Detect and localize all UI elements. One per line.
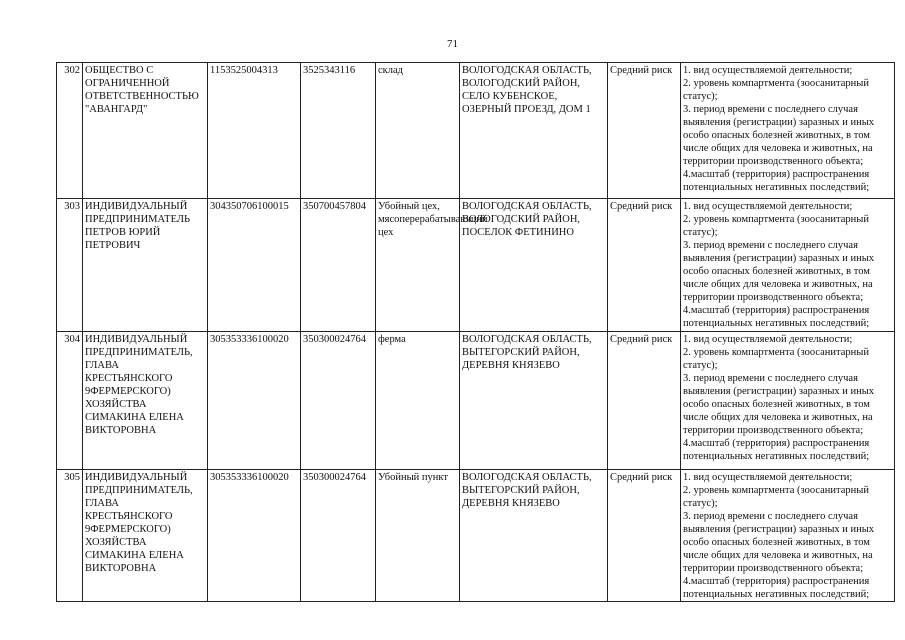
risk-criteria bbox=[681, 63, 895, 199]
inn: 350300024764 bbox=[301, 332, 376, 470]
address: ВОЛОГОДСКАЯ ОБЛАСТЬ, ВОЛОГОДСКИЙ РАЙОН, СЕЛО КУБЕНСКОЕ, ОЗЕРНЫЙ ПРОЕЗД, ДОМ 1 bbox=[460, 63, 608, 199]
risk-category: Средний риск bbox=[608, 470, 681, 602]
organization-name: ОБЩЕСТВО С ОГРАНИЧЕННОЙ ОТВЕТСТВЕННОСТЬЮ "АВАНГАРД" bbox=[83, 63, 208, 199]
table-row bbox=[57, 199, 895, 332]
organization-name: ИНДИВИДУАЛЬНЫЙ ПРЕДПРИНИМАТЕЛЬ, ГЛАВА КРЕСТЬЯНСКОГО 9ФЕРМЕРСКОГО) ХОЗЯЙСТВА СИМАКИНА ЕЛЕНА ВИКТОРОВНА bbox=[83, 332, 208, 470]
inn: 3525343116 bbox=[301, 63, 376, 199]
ogrn: 305353336100020 bbox=[208, 332, 301, 470]
object-type: ферма bbox=[376, 332, 460, 470]
criterion: 1. вид осуществляемой деятельности; bbox=[683, 65, 853, 76]
row-number: 303 bbox=[57, 199, 83, 332]
organization-name: ИНДИВИДУАЛЬНЫЙ ПРЕДПРИНИМАТЕЛЬ ПЕТРОВ ЮРИЙ ПЕТРОВИЧ bbox=[83, 199, 208, 332]
address: ВОЛОГОДСКАЯ ОБЛАСТЬ, ВОЛОГОДСКИЙ РАЙОН, ПОСЕЛОК ФЕТИНИНО bbox=[460, 199, 608, 332]
criterion: 2. уровень компартмента (зоосанитарный статус); bbox=[683, 78, 869, 102]
criterion: 3. период времени с последнего случая выявления (регистрации) заразных и иных особо опасных болезней животных, в том числе общих для человека и животных, на территории производственного объекта; bbox=[683, 104, 875, 167]
table-row bbox=[57, 63, 895, 199]
page-number: 71 bbox=[447, 38, 458, 50]
criterion: 2. уровень компартмента (зоосанитарный статус); bbox=[683, 347, 869, 371]
object-type: Убойный цех, мясоперерабатывающий цех bbox=[376, 199, 460, 332]
criterion: 2. уровень компартмента (зоосанитарный статус); bbox=[683, 214, 869, 238]
object-type: Убойный пункт bbox=[376, 470, 460, 602]
risk-category: Средний риск bbox=[608, 332, 681, 470]
ogrn: 305353336100020 bbox=[208, 470, 301, 602]
table-row bbox=[57, 332, 895, 470]
risk-criteria bbox=[681, 332, 895, 470]
criterion: 4.масштаб (территория) распространения потенциальных негативных последствий; bbox=[683, 169, 870, 193]
risk-criteria bbox=[681, 470, 895, 602]
registry-table bbox=[56, 62, 895, 602]
table-row bbox=[57, 470, 895, 602]
criterion: 4.масштаб (территория) распространения потенциальных негативных последствий; bbox=[683, 438, 870, 462]
address: ВОЛОГОДСКАЯ ОБЛАСТЬ, ВЫТЕГОРСКИЙ РАЙОН, ДЕРЕВНЯ КНЯЗЕВО bbox=[460, 470, 608, 602]
row-number: 302 bbox=[57, 63, 83, 199]
address: ВОЛОГОДСКАЯ ОБЛАСТЬ, ВЫТЕГОРСКИЙ РАЙОН, ДЕРЕВНЯ КНЯЗЕВО bbox=[460, 332, 608, 470]
row-number: 305 bbox=[57, 470, 83, 602]
criterion: 3. период времени с последнего случая выявления (регистрации) заразных и иных особо опасных болезней животных, в том числе общих для человека и животных, на территории производственного объекта; bbox=[683, 373, 875, 436]
criterion: 3. период времени с последнего случая выявления (регистрации) заразных и иных особо опасных болезней животных, в том числе общих для человека и животных, на территории производственного объекта; bbox=[683, 511, 875, 574]
row-number: 304 bbox=[57, 332, 83, 470]
object-type: склад bbox=[376, 63, 460, 199]
criterion: 2. уровень компартмента (зоосанитарный статус); bbox=[683, 485, 869, 509]
criterion: 4.масштаб (территория) распространения потенциальных негативных последствий; bbox=[683, 576, 870, 600]
risk-category: Средний риск bbox=[608, 63, 681, 199]
inn: 350300024764 bbox=[301, 470, 376, 602]
criterion: 1. вид осуществляемой деятельности; bbox=[683, 472, 853, 483]
risk-criteria bbox=[681, 199, 895, 332]
organization-name: ИНДИВИДУАЛЬНЫЙ ПРЕДПРИНИМАТЕЛЬ, ГЛАВА КРЕСТЬЯНСКОГО 9ФЕРМЕРСКОГО) ХОЗЯЙСТВА СИМАКИНА ЕЛЕНА ВИКТОРОВНА bbox=[83, 470, 208, 602]
ogrn: 304350706100015 bbox=[208, 199, 301, 332]
ogrn: 1153525004313 bbox=[208, 63, 301, 199]
criterion: 1. вид осуществляемой деятельности; bbox=[683, 201, 853, 212]
criterion: 4.масштаб (территория) распространения потенциальных негативных последствий; bbox=[683, 305, 870, 329]
criterion: 1. вид осуществляемой деятельности; bbox=[683, 334, 853, 345]
risk-category: Средний риск bbox=[608, 199, 681, 332]
criterion: 3. период времени с последнего случая выявления (регистрации) заразных и иных особо опасных болезней животных, в том числе общих для человека и животных, на территории производственного объекта; bbox=[683, 240, 875, 303]
inn: 350700457804 bbox=[301, 199, 376, 332]
